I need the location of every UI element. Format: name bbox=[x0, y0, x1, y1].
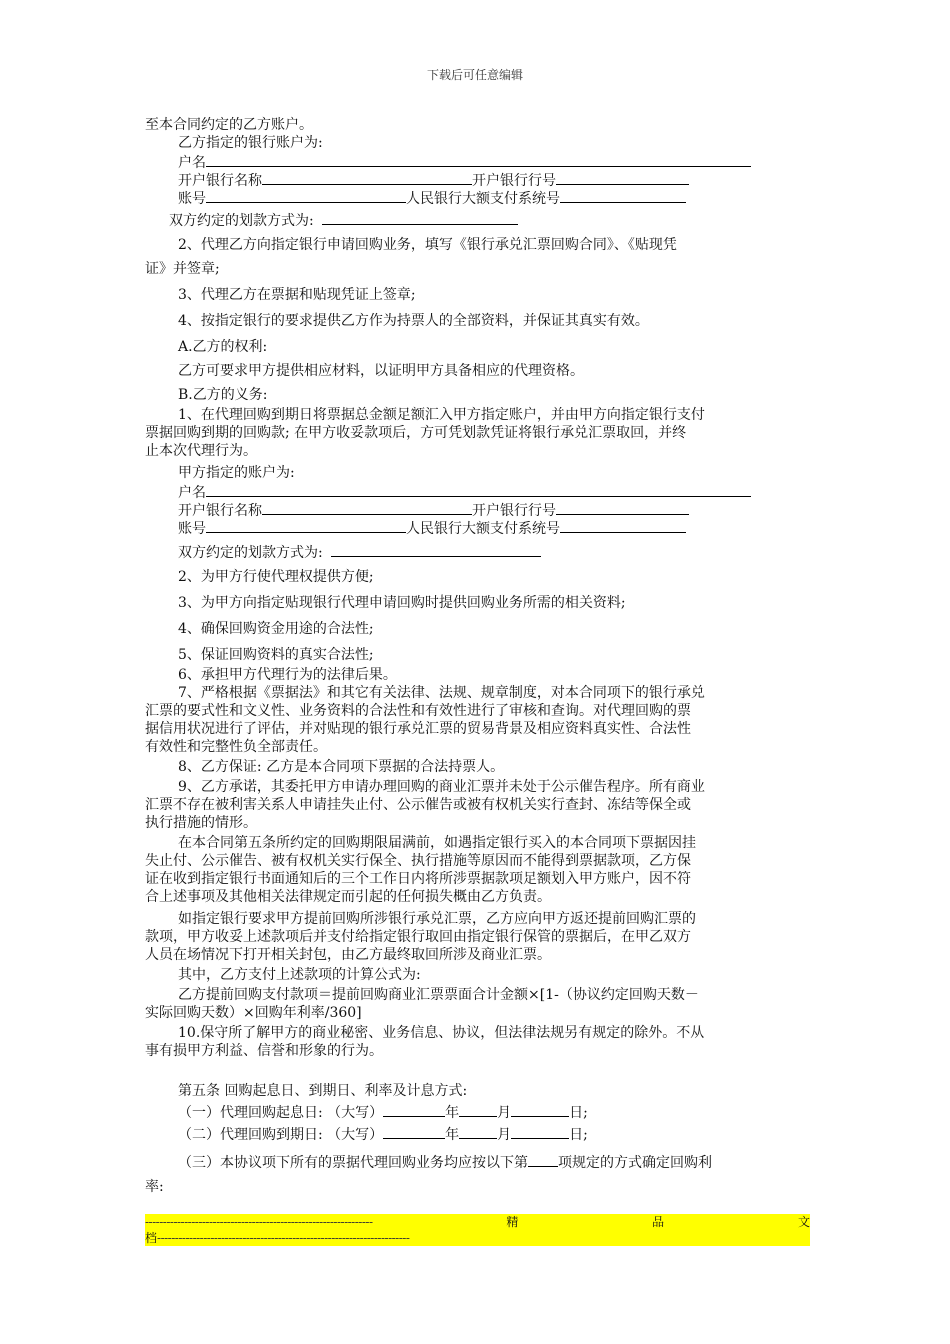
section-heading: A.乙方的权利: bbox=[178, 339, 268, 355]
formula-line: 乙方提前回购支付款项＝提前回购商业汇票票面合计金额×[1-（协议约定回购天数－ bbox=[178, 987, 699, 1003]
text-line: 3、代理乙方在票据和贴现凭证上签章; bbox=[178, 287, 416, 303]
text-line: 止本次代理行为。 bbox=[145, 443, 257, 459]
blank-line bbox=[560, 188, 686, 203]
text-line: 乙方可要求甲方提供相应材料，以证明甲方具备相应的代理资格。 bbox=[178, 363, 584, 379]
blank-line bbox=[511, 1102, 569, 1117]
bank-name-row bbox=[178, 500, 689, 520]
blank-line bbox=[206, 482, 751, 497]
text-line: 事有损甲方利益、信誉和形象的行为。 bbox=[145, 1043, 383, 1059]
bank-name-row bbox=[178, 170, 689, 190]
blank-line bbox=[556, 170, 689, 185]
text-line: 有效性和完整性负全部责任。 bbox=[145, 739, 327, 755]
text-line: （三）本协议项下所有的票据代理回购业务均应按以下第 项规定的方式确定回购利 bbox=[178, 1152, 712, 1170]
account-no-row bbox=[178, 188, 686, 208]
article-heading: 第五条 回购起息日、到期日、利率及计息方式: bbox=[178, 1083, 468, 1099]
blank-line bbox=[459, 1124, 497, 1139]
blank-line bbox=[206, 188, 406, 203]
text-line: 汇票的要式性和文义性、业务资料的合法性和有效性进行了审核和查询。对代理回购的票 bbox=[145, 703, 691, 719]
account-name-row bbox=[178, 152, 751, 172]
blank-line bbox=[331, 542, 541, 557]
field-label: 开户银行名称 bbox=[178, 503, 262, 519]
text-line: 双方约定的划款方式为: bbox=[178, 542, 541, 560]
text-line: 9、乙方承诺，其委托甲方申请办理回购的商业汇票并未处于公示催告程序。所有商业 bbox=[178, 779, 705, 795]
field-label: 人民银行大额支付系统号 bbox=[406, 521, 560, 537]
text-line: 证》并签章; bbox=[145, 261, 220, 277]
text-line: 如指定银行要求甲方提前回购所涉银行承兑汇票，乙方应向甲方返还提前回购汇票的 bbox=[178, 911, 696, 927]
text-line: 执行措施的情形。 bbox=[145, 815, 257, 831]
blank-line bbox=[560, 518, 686, 533]
text-line: 失止付、公示催告、被有权机关实行保全、执行措施等原因而不能得到票据款项，乙方保 bbox=[145, 853, 691, 869]
footer-banner bbox=[145, 1214, 810, 1246]
footer-row bbox=[145, 1230, 490, 1246]
blank-line bbox=[383, 1124, 445, 1139]
account-name-row bbox=[178, 482, 751, 502]
footer-char: 精 bbox=[506, 1215, 519, 1229]
text-line: 款项，甲方收妥上述款项后并支付给指定银行取回由指定银行保管的票据后，在甲乙双方 bbox=[145, 929, 691, 945]
section-heading: B.乙方的义务: bbox=[178, 387, 268, 403]
text-line: 票据回购到期的回购款; 在甲方收妥款项后，方可凭划款凭证将银行承兑汇票取回，并终 bbox=[145, 425, 687, 441]
text-line: 率: bbox=[145, 1179, 164, 1195]
account-no-row bbox=[178, 518, 686, 538]
formula-line: 实际回购天数）×回购年利率/360] bbox=[145, 1005, 362, 1021]
field-label: 开户银行行号 bbox=[472, 173, 556, 189]
blank-line bbox=[262, 500, 472, 515]
blank-line bbox=[206, 152, 751, 167]
date-line: （一）代理回购起息日: （大写） 年 月 日; bbox=[178, 1102, 588, 1120]
field-label: 人民银行大额支付系统号 bbox=[406, 191, 560, 207]
blank-line bbox=[206, 518, 406, 533]
text-line: 2、代理乙方向指定银行申请回购业务，填写《银行承兑汇票回购合同》、《贴现凭 bbox=[178, 237, 677, 253]
footer-row bbox=[145, 1214, 810, 1230]
footer-char: 品 bbox=[652, 1215, 665, 1229]
field-label: 账号 bbox=[178, 191, 206, 207]
text-line: 7、严格根据《票据法》和其它有关法律、法规、规章制度，对本合同项下的银行承兑 bbox=[178, 685, 705, 701]
footer-char: 档 bbox=[145, 1231, 158, 1245]
text-line: 2、为甲方行使代理权提供方便; bbox=[178, 569, 374, 585]
blank-line bbox=[459, 1102, 497, 1117]
text-line: 证在收到指定银行书面通知后的三个工作日内将所涉票据款项足额划入甲方账户，因不符 bbox=[145, 871, 691, 887]
text-line: 4、按指定银行的要求提供乙方作为持票人的全部资料，并保证其真实有效。 bbox=[178, 313, 649, 329]
date-line: （二）代理回购到期日: （大写） 年 月 日; bbox=[178, 1124, 588, 1142]
text-line: 其中，乙方支付上述款项的计算公式为: bbox=[178, 967, 421, 983]
text-line: 双方约定的划款方式为: bbox=[169, 210, 518, 228]
text-line: 合上述事项及其他相关法律规定而引起的任何损失概由乙方负责。 bbox=[145, 889, 551, 905]
footer-dashes: ----------------------------------------------------------------------- bbox=[157, 1231, 410, 1245]
text-line: 3、为甲方向指定贴现银行代理申请回购时提供回购业务所需的相关资料; bbox=[178, 595, 626, 611]
text-line: 至本合同约定的乙方账户。 bbox=[145, 117, 313, 133]
footer-dashes: ---------------------------------------------------------------- bbox=[145, 1215, 373, 1229]
text-line: 甲方指定的账户为: bbox=[178, 465, 295, 481]
text-line: 5、保证回购资料的真实合法性; bbox=[178, 647, 374, 663]
text-line: 1、在代理回购到期日将票据总金额足额汇入甲方指定账户，并由甲方向指定银行支付 bbox=[178, 407, 705, 423]
field-label: 开户银行行号 bbox=[472, 503, 556, 519]
text-line: 10.保守所了解甲方的商业秘密、业务信息、协议，但法律法规另有规定的除外。不从 bbox=[178, 1025, 705, 1041]
text-line: 据信用状况进行了评估，并对贴现的银行承兑汇票的贸易背景及相应资料真实性、合法性 bbox=[145, 721, 691, 737]
field-label: 账号 bbox=[178, 521, 206, 537]
blank-line bbox=[528, 1152, 558, 1167]
footer-char: 文 bbox=[797, 1215, 810, 1229]
blank-line bbox=[511, 1124, 569, 1139]
blank-line bbox=[556, 500, 689, 515]
text-line: 在本合同第五条所约定的回购期限届满前，如遇指定银行买入的本合同项下票据因挂 bbox=[178, 835, 696, 851]
text-line: 4、确保回购资金用途的合法性; bbox=[178, 621, 374, 637]
page-header: 下载后可任意编辑 bbox=[426, 68, 523, 82]
blank-line bbox=[383, 1102, 445, 1117]
field-label: 户名 bbox=[178, 485, 206, 501]
blank-line bbox=[262, 170, 472, 185]
text-line: 6、承担甲方代理行为的法律后果。 bbox=[178, 667, 397, 683]
text-line: 8、乙方保证: 乙方是本合同项下票据的合法持票人。 bbox=[178, 759, 505, 775]
field-label: 户名 bbox=[178, 155, 206, 171]
text-line: 乙方指定的银行账户为: bbox=[178, 135, 323, 151]
text-line: 汇票不存在被利害关系人申请挂失止付、公示催告或被有权机关实行查封、冻结等保全或 bbox=[145, 797, 691, 813]
text-line: 人员在场情况下打开相关封包，由乙方最终取回所涉及商业汇票。 bbox=[145, 947, 551, 963]
field-label: 开户银行名称 bbox=[178, 173, 262, 189]
blank-line bbox=[322, 210, 518, 225]
